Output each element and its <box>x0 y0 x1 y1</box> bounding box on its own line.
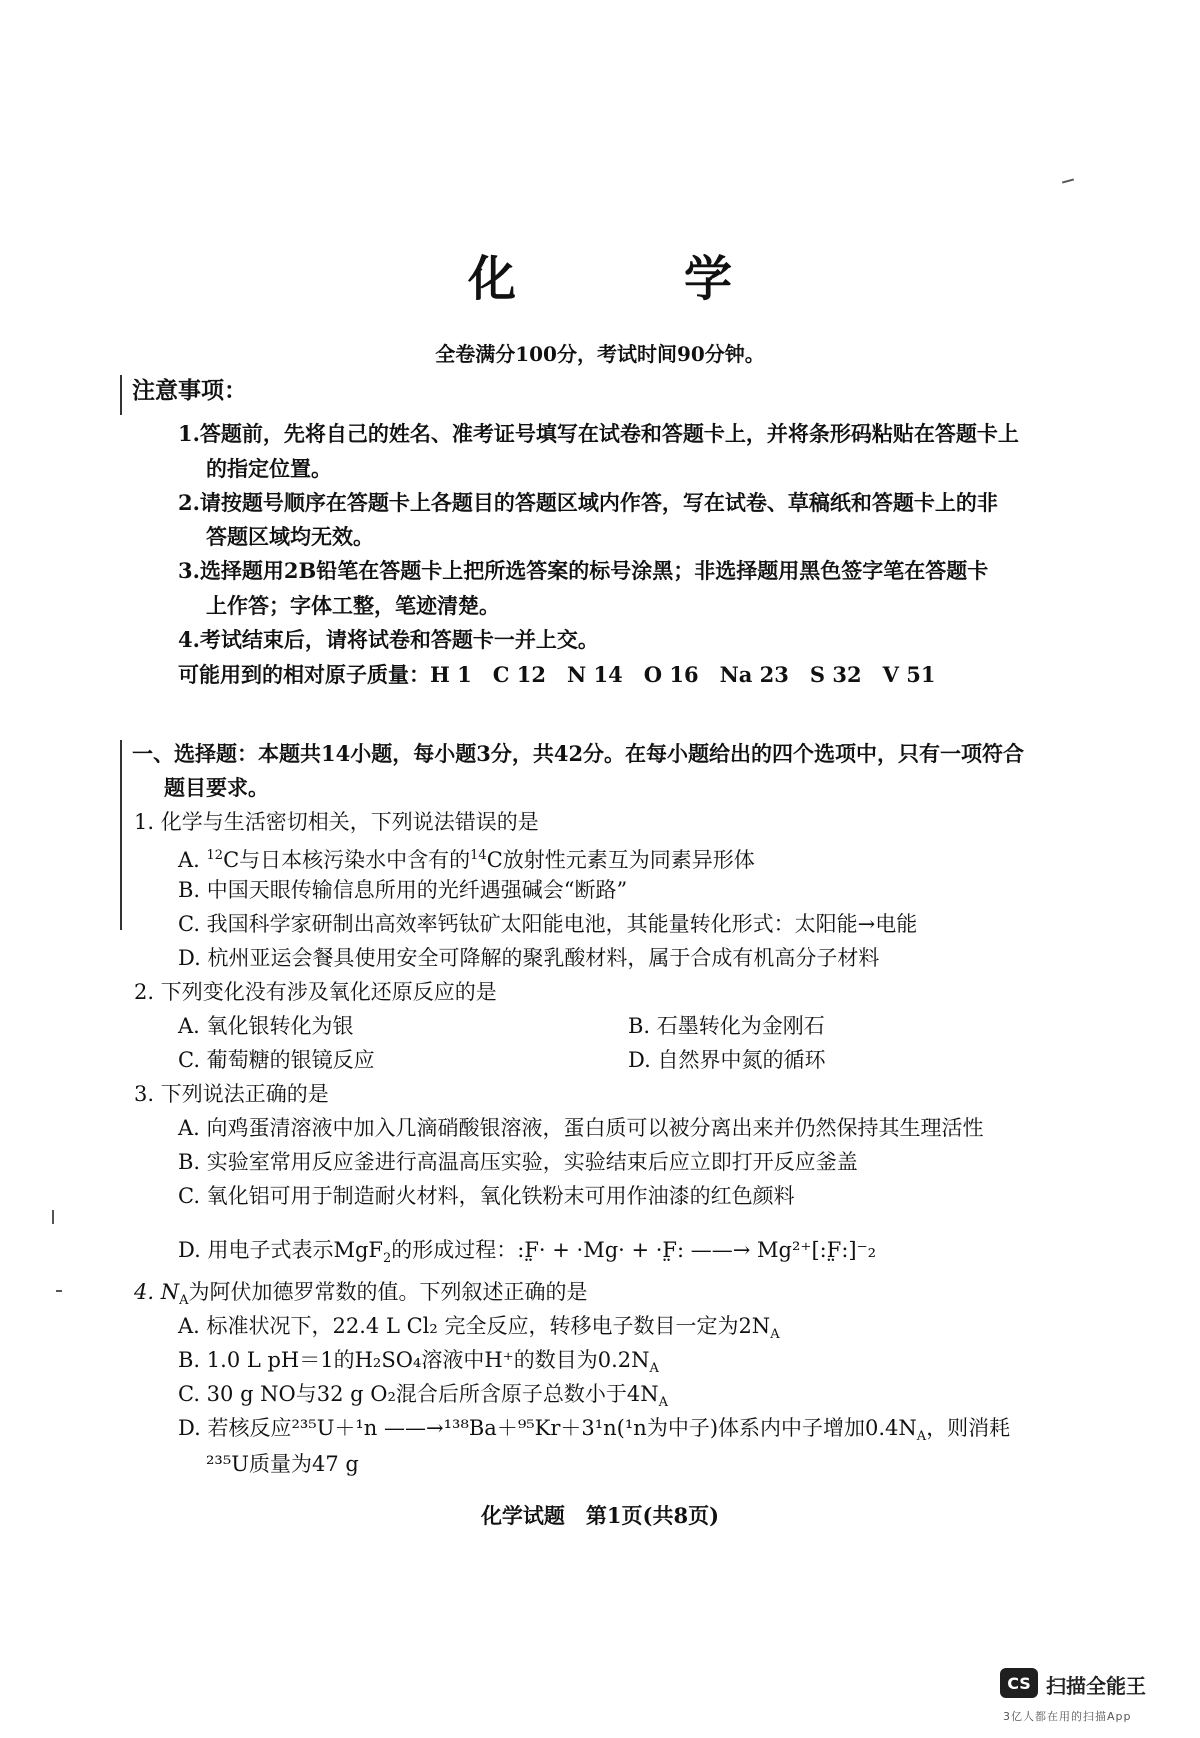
margin-bar <box>120 375 122 415</box>
notice-item: 的指定位置。 <box>206 456 332 481</box>
option-a: A. 向鸡蛋清溶液中加入几滴硝酸银溶液，蛋白质可以被分离出来并仍然保持其生理活性 <box>178 1116 984 1140</box>
scan-speck <box>1062 178 1074 183</box>
camscanner-name: 扫描全能王 <box>1046 1674 1146 1698</box>
electron-formula: :F̤· + ·Mg· + ·F̤: ——→ Mg²⁺[:F̤:]⁻₂ <box>517 1238 877 1262</box>
option-b: B. 实验室常用反应釜进行高温高压实验，实验结束后应立即打开反应釜盖 <box>178 1150 858 1174</box>
question-stem: 3. 下列说法正确的是 <box>134 1082 329 1106</box>
question-stem: 4. $N_A$为阿伏加德罗常数的值。下列叙述正确的是 <box>134 1280 588 1309</box>
option-d: D. 杭州亚运会餐具使用安全可降解的聚乳酸材料，属于合成有机高分子材料 <box>178 946 880 970</box>
section-heading: 题目要求。 <box>164 775 269 800</box>
camscanner-logo-icon: CS <box>1000 1668 1038 1698</box>
option-c: C. 葡萄糖的银镜反应 <box>178 1048 375 1072</box>
option-a: A. $^{12}$C与日本核污染水中含有的$^{14}$C放射性元素互为同素异形体 <box>178 848 755 872</box>
option-b: B. 中国天眼传输信息所用的光纤遇强碱会“断路” <box>178 878 628 902</box>
option-a: A. 标准状况下，22.4 L Cl₂ 完全反应，转移电子数目一定为$2N_A$ <box>178 1314 780 1343</box>
notice-heading: 注意事项： <box>132 377 247 404</box>
question-stem: 1. 化学与生活密切相关，下列说法错误的是 <box>134 810 539 834</box>
notice-item: 上作答；字体工整，笔迹清楚。 <box>206 593 500 618</box>
question-stem: 2. 下列变化没有涉及氧化还原反应的是 <box>134 980 497 1004</box>
option-d: D. 自然界中氮的循环 <box>628 1048 826 1072</box>
option-d: D. 若核反应²³⁵U＋¹n ——→¹³⁸Ba＋⁹⁵Kr＋3¹n(¹n为中子)体系内中子增加$0.4N_A$，则消耗 <box>178 1416 1011 1445</box>
notice-item: 2.请按题号顺序在答题卡上各题目的答题区域内作答，写在试卷、草稿纸和答题卡上的非 <box>178 490 998 515</box>
notice-item: 1.答题前，先将自己的姓名、准考证号填写在试卷和答题卡上，并将条形码粘贴在答题卡上 <box>178 421 1019 446</box>
notice-item: 3.选择题用2B铅笔在答题卡上把所选答案的标号涂黑；非选择题用黑色签字笔在答题卡 <box>178 558 989 583</box>
camscanner-tagline: 3亿人都在用的扫描App <box>1003 1710 1132 1723</box>
option-a: A. 氧化银转化为银 <box>178 1014 354 1038</box>
scan-speck <box>56 1290 62 1292</box>
notice-item: 答题区域均无效。 <box>206 524 374 549</box>
option-c: C. 我国科学家研制出高效率钙钛矿太阳能电池，其能量转化形式：太阳能→电能 <box>178 912 918 936</box>
exam-info: 全卷满分100分，考试时间90分钟。 <box>435 342 765 366</box>
option-b: B. 石墨转化为金刚石 <box>628 1014 825 1038</box>
option-c: C. 氧化铝可用于制造耐火材料，氧化铁粉末可用作油漆的红色颜料 <box>178 1184 795 1208</box>
scan-speck <box>52 1210 54 1224</box>
notice-item: 4.考试结束后，请将试卷和答题卡一并上交。 <box>178 627 599 652</box>
page-title: 化 学 <box>467 251 792 307</box>
page-footer: 化学试题 第1页(共8页) <box>480 1503 720 1528</box>
option-d-continued: ²³⁵U质量为47 g <box>206 1452 359 1476</box>
option-d: D. 用电子式表示MgF$_2$的形成过程：:F̤· + ·Mg· + ·F̤: ——→ Mg²⁺[:F̤:]⁻₂ <box>178 1238 877 1267</box>
section-heading: 一、选择题：本题共14小题，每小题3分，共42分。在每小题给出的四个选项中，只有一项符合 <box>132 741 1025 766</box>
margin-bar <box>120 740 122 930</box>
option-b: B. 1.0 L pH＝1的H₂SO₄溶液中H⁺的数目为$0.2N_A$ <box>178 1348 659 1377</box>
option-c: C. 30 g NO与32 g O₂混合后所含原子总数小于$4N_A$ <box>178 1382 669 1411</box>
atomic-mass-line: 可能用到的相对原子质量：H 1 C 12 N 14 O 16 Na 23 S 32 V 51 <box>178 662 936 687</box>
